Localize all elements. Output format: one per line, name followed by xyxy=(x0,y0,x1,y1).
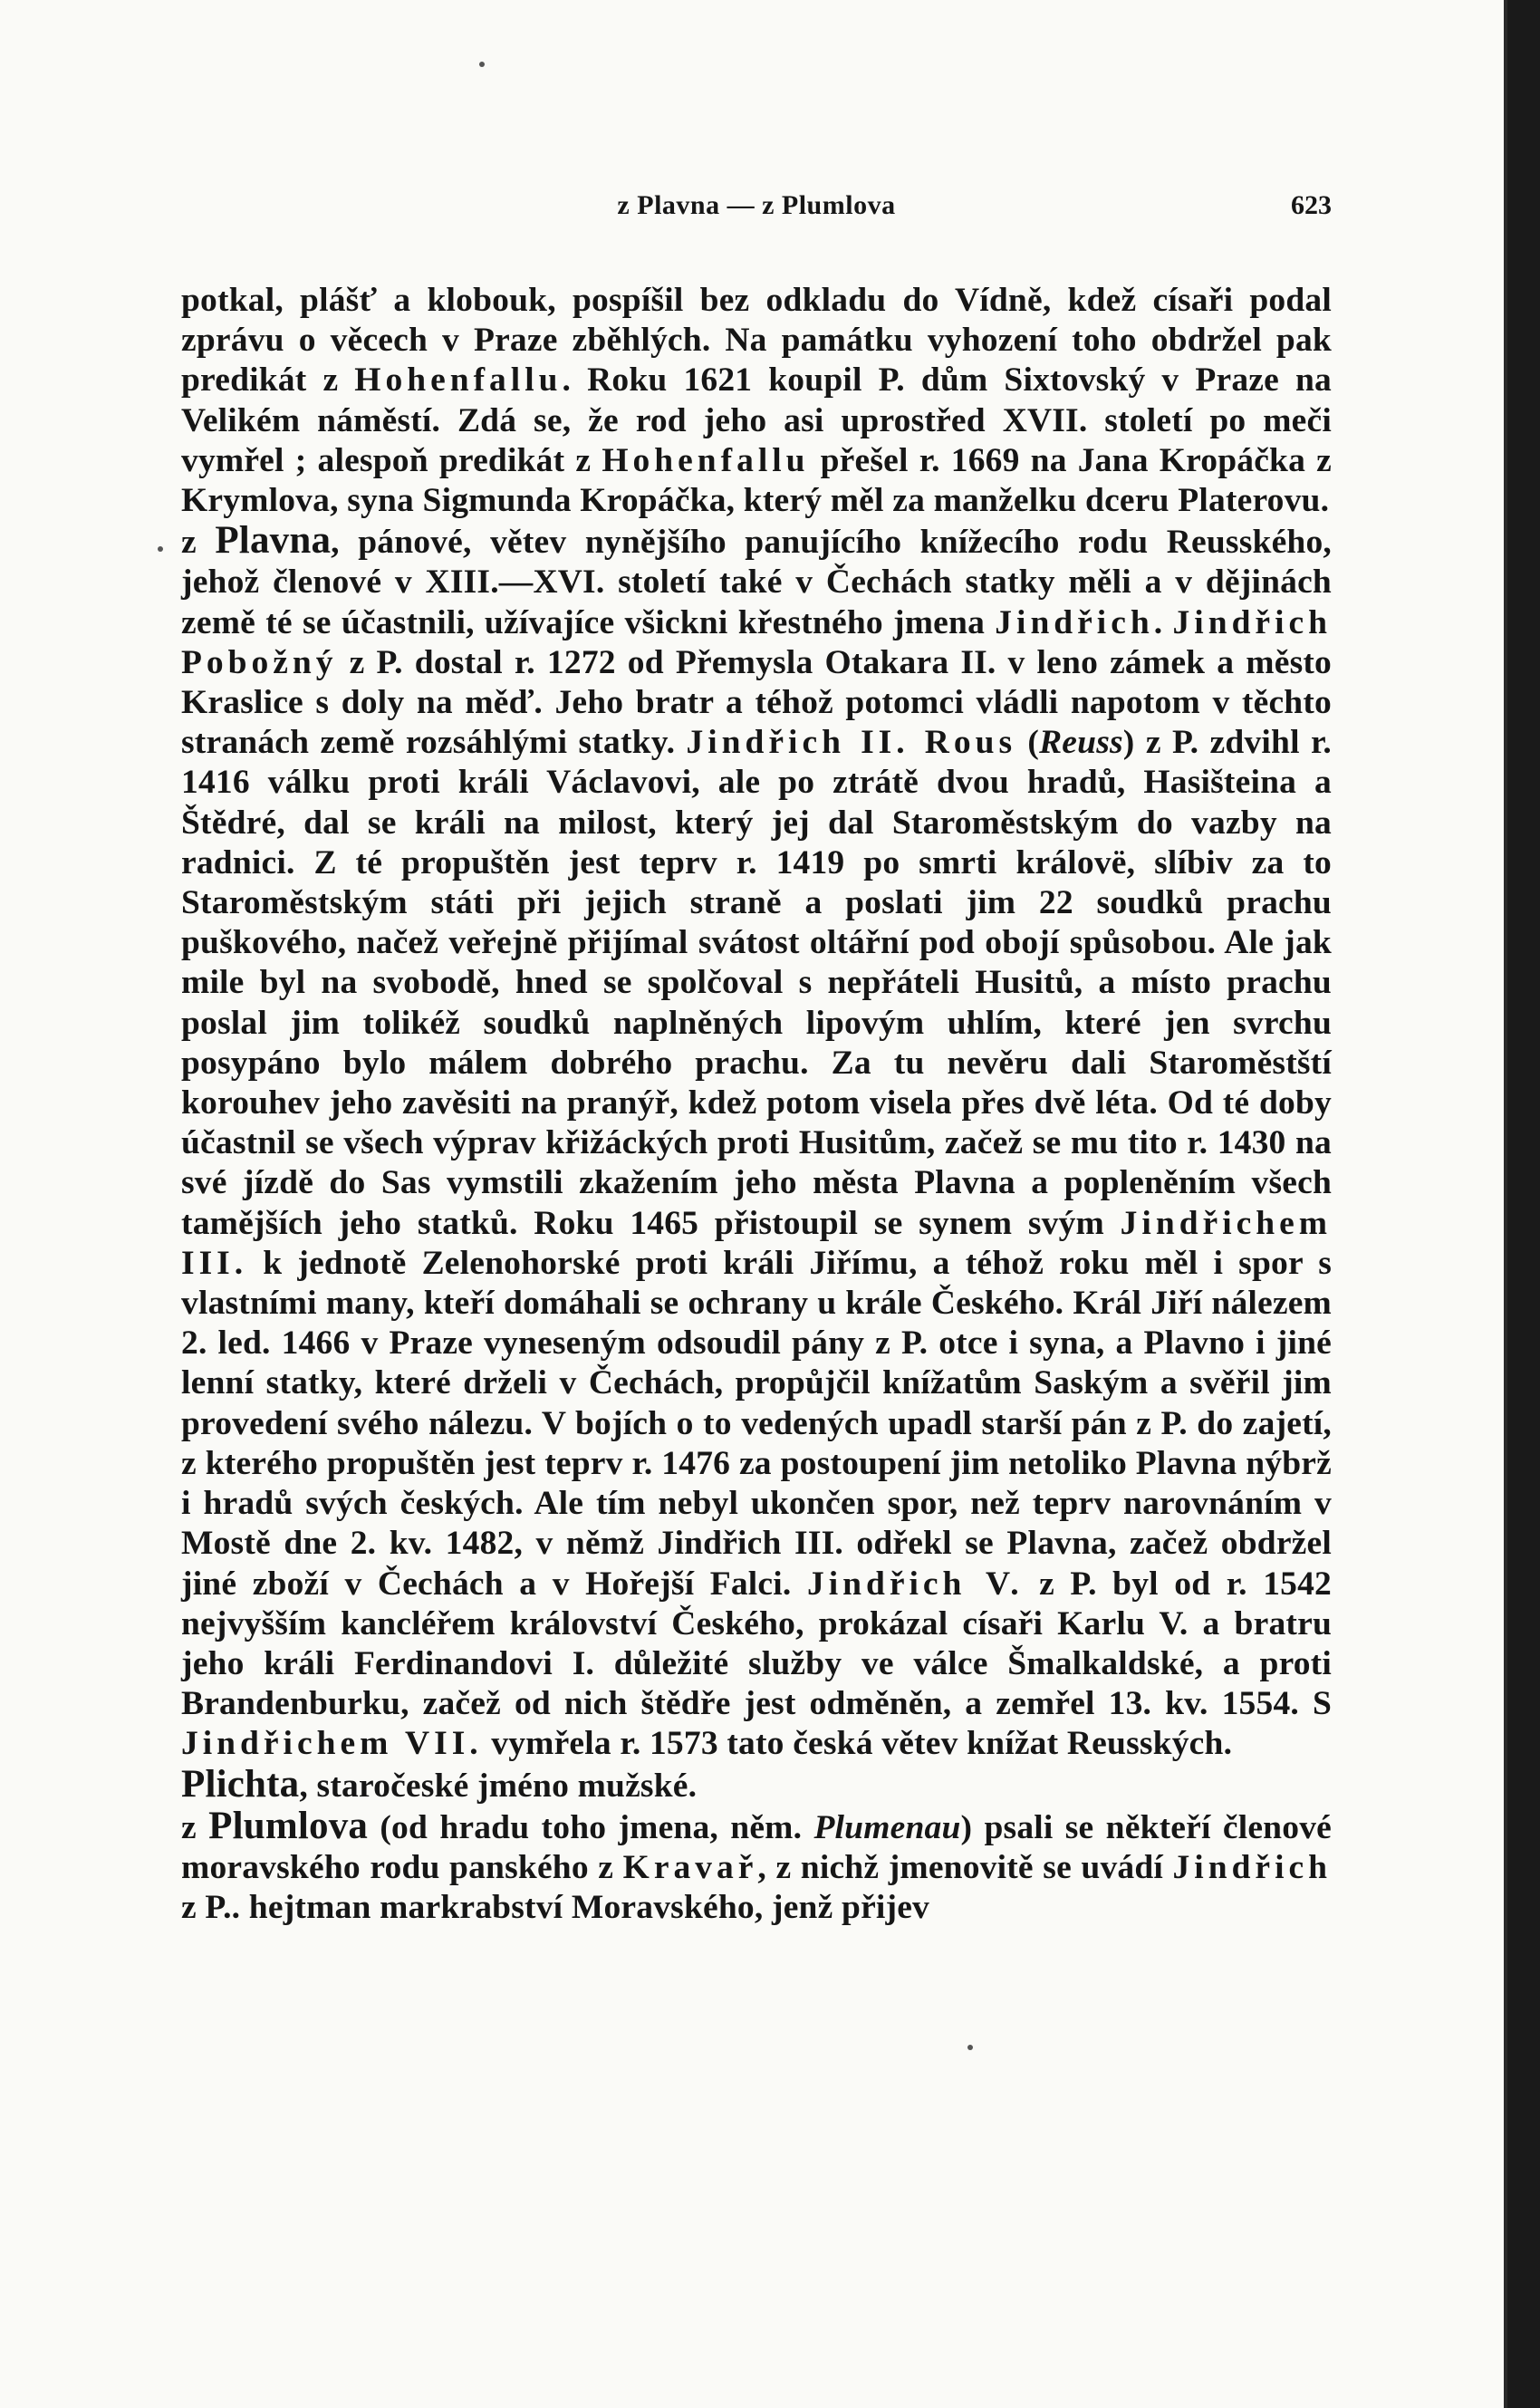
scan-speck xyxy=(479,62,485,67)
text-run: , z nichž jmenovitě se uvádí xyxy=(757,1848,1173,1886)
text-run: z xyxy=(181,524,216,562)
spaced-name: Jindřichem VII. xyxy=(181,1725,483,1763)
entry-z-plavna xyxy=(181,521,1332,1764)
text-run: . xyxy=(1153,603,1173,641)
entry-headword: Plavna xyxy=(215,519,332,563)
italic-term: Reuss xyxy=(1039,724,1123,762)
spaced-name: Jindřich Pobožný xyxy=(181,603,1332,681)
text-run: , pánové, větev nynějšího panujícího knížecího rodu Reusského, jehož členové v XIII.—XVI. století také v Čechách statky měli a v dějinách země té se účastnili, užívajíce všickni křestného jmena xyxy=(181,524,1332,641)
text-run: k jednotě Zelenohorské proti králi Jiřímu, a téhož roku měl i spor s vlastními many, kteří domáhali se ochrany u krále Českého. Král Jiří nálezem 2. led. 1466 v Praze vyneseným odsoudil pány z P. otce i syna, a Plavno i jiné lenní statky, které drželi v Čechách, propůjčil knížatům Saským a svěřil jim provedení svého nálezu. V bojích o to vedených upadl starší pán z P. do zajetí, z kterého propuštěn jest teprv r. 1476 za postoupení jim netoliko Plavna nýbrž i hradů svých českých. Ale tím nebyl ukončen spor, než teprv narovnáním v Mostě dne 2. kv. 1482, v němž Jindřich III. odřekl se Plavna, začež obdržel jiné zboží v Čechách a v Hořejší Falci. xyxy=(181,1244,1332,1603)
entry-headword: Plichta xyxy=(181,1762,300,1806)
spaced-name: Jindřich xyxy=(1172,1848,1332,1886)
text-run: z P. byl od r. 1542 nejvyšším kancléřem království Českého, prokázal císaři Karlu V. a bratru jeho králi Ferdinandovi I. důležité služby ve válce Šmalkaldské, a proti Brandenburku, začež od nich štědře jest odměněn, a zemřel 13. kv. 1554. S xyxy=(181,1565,1332,1723)
text-run: , staročeské jméno mužské. xyxy=(299,1767,698,1805)
entry-plichta xyxy=(181,1762,1332,1806)
spaced-name: Kravař xyxy=(622,1848,758,1886)
spaced-name: Hohenfallu xyxy=(602,441,810,479)
spaced-name: Jindřichem III. xyxy=(181,1204,1332,1282)
text-run: ( xyxy=(1016,724,1040,762)
paragraph-continuation xyxy=(181,281,1332,521)
text-run: vymřela r. 1573 tato česká větev knížat Reusských. xyxy=(482,1725,1233,1763)
text-run: potkal, plášť a klobouk, pospíšil bez odkladu do Vídně, kdež císaři podal zprávu o věcech v Praze zběhlých. Na památku vyhození toho obdržel pak predikát z xyxy=(181,282,1332,400)
scan-speck xyxy=(158,546,163,552)
article-text xyxy=(181,281,1332,1928)
spaced-name: Jindřich V. xyxy=(806,1565,1024,1603)
scan-speck xyxy=(967,2045,973,2050)
text-run: ) psali se někteří členové moravského rodu panského z xyxy=(181,1808,1332,1886)
spaced-name: Jindřich xyxy=(995,603,1154,641)
page-number: 623 xyxy=(1291,190,1332,220)
entry-z-plumlova xyxy=(181,1806,1332,1929)
spaced-name: Hohenfallu xyxy=(354,361,563,400)
page xyxy=(181,190,1332,1928)
running-head: z Plavna — z Plumlova xyxy=(617,190,896,220)
text-run: z xyxy=(181,1808,209,1846)
text-run: přešel r. 1669 na Jana Kropáčka z Krymlova, syna Sigmunda Kropáčka, který měl za manželku dceru Platerovu. xyxy=(181,441,1332,520)
italic-term: Plumenau xyxy=(813,1808,961,1846)
page-header xyxy=(181,190,1332,226)
text-run: z P. dostal r. 1272 od Přemysla Otakara II. v leno zámek a město Kraslice s doly na měď. Jeho bratr a téhož potomci vládli napotom v těchto stranách země rozsáhlými statky. xyxy=(181,643,1332,762)
text-run: ) z P. zdvihl r. 1416 válku proti králi Václavovi, ale po ztrátě dvou hradů, Hasišteina a Štědré, dal se králi na milost, který jej dal Staroměstským do vazby na radnici. Z té propuštěn jest teprv r. 1419 po smrti královë, slíbiv za to Staroměstským státi při jejich straně a poslati jim 22 soudků prachu puškového, načež veřejně přijímal svátost oltářní pod obojí spůsobou. Ale jak mile byl na svobodě, hned se spolčoval s nepřáteli Husitů, a místo prachu poslal jim tolikéž soudků naplněných lipovým uhlím, které jen svrchu posypáno bylo málem dobrého prachu. Za tu nevěru dali Staroměstští korouhev jeho zavěsiti na pranýř, kdež potom visela přes dvě léta. Od té doby účastnil se všech výprav křižáckých proti Husitům, začež se mu tito r. 1430 na své jízdě do Sas vymstili zkažením jeho města Plavna a popleněním všech tamějších jeho statků. Roku 1465 přistoupil se synem svým xyxy=(181,724,1333,1242)
text-run: (od hradu toho jmena, něm. xyxy=(368,1808,814,1846)
text-run: . Roku 1621 koupil P. dům Sixtovský v Praze na Velikém náměstí. Zdá se, že rod jeho asi uprostřed XVII. století po meči vymřel ; alespoň predikát z xyxy=(181,361,1332,479)
spaced-name: Jindřich II. Rous xyxy=(686,724,1017,762)
text-run: z P.. hejtman markrabství Moravského, jenž přijev xyxy=(181,1889,930,1927)
entry-headword: Plumlova xyxy=(208,1804,369,1847)
scan-edge-shadow xyxy=(1507,0,1540,2408)
